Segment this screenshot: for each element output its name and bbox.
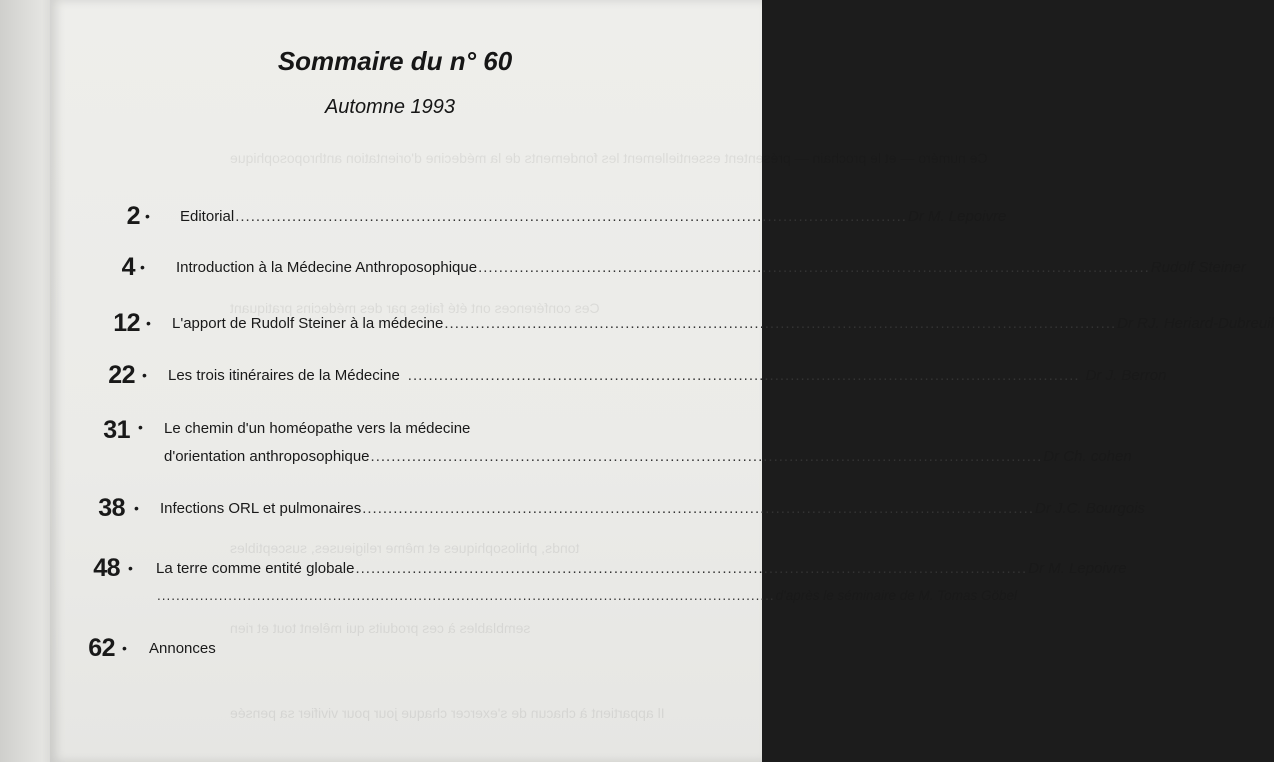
- dot-leader: ..................................................................................................................................: [362, 500, 1034, 517]
- document-page: [50, 0, 1274, 762]
- entry-title: Les trois itinéraires de la Médecine: [168, 367, 400, 384]
- page-number: 4: [121, 253, 135, 281]
- entry-note: d'après le séminaire de M. Tomas Göbel: [775, 588, 1018, 603]
- entry-author: Dr J.C. Bourgois: [1035, 500, 1146, 517]
- dot-leader: ..................................................................................................................................: [444, 315, 1117, 332]
- entry-title: Introduction à la Médecine Anthroposophique: [176, 259, 478, 276]
- entry-author: Rudolf Steiner: [1150, 259, 1246, 276]
- dot-leader: ..................................................................................................................................: [235, 208, 907, 225]
- entry-author: Dr RJ. Heriard-Dubreuil: [1117, 315, 1274, 332]
- entry-title: Editorial: [180, 208, 235, 225]
- bullet: •: [145, 208, 150, 224]
- toc-entry: [50, 253, 1246, 283]
- entry-author: Dr Ch. cohen: [1043, 448, 1132, 465]
- toc-entry: [50, 494, 1146, 524]
- toc-line: [164, 420, 470, 437]
- entry-title-continued: d'orientation anthroposophique: [164, 448, 370, 465]
- page-number: 2: [126, 202, 140, 230]
- toc-line: [149, 640, 216, 657]
- bleed-through-text: semblables à ces produits qui mêlent tout et rien: [230, 620, 531, 636]
- toc-entry: [50, 361, 1167, 391]
- bullet: •: [138, 419, 143, 435]
- entry-title: Le chemin d'un homéopathe vers la médecine: [164, 420, 471, 437]
- dot-leader: ..................................................................................................................................: [407, 367, 1080, 384]
- toc-line: [180, 208, 1007, 225]
- toc-note-line: [156, 588, 1018, 603]
- page-number: 22: [108, 361, 135, 389]
- dot-leader: ..................................................................................................................................: [157, 588, 775, 603]
- entry-title: Annonces: [149, 640, 216, 657]
- bullet: •: [122, 640, 127, 656]
- bullet: •: [140, 259, 145, 275]
- dot-leader: ..................................................................................................................................: [478, 259, 1150, 276]
- page-number: 12: [113, 309, 140, 337]
- bleed-through-text: Ce numéro — et le prochain — présentent essentiellement les fondements de la médecine d'orientation anthroposophique: [230, 150, 988, 166]
- toc-line: [168, 367, 1167, 384]
- bleed-through-text: Il appartient à chacun de s'exercer chaque jour pour vivifier sa pensée: [230, 705, 665, 721]
- bullet: •: [142, 367, 147, 383]
- toc-entry: [50, 554, 1127, 614]
- toc-line: [176, 259, 1246, 276]
- bleed-through-text: Ces conférences ont été faites par des médecins pratiquant: [230, 300, 600, 316]
- entry-author: Dr J. Berron: [1085, 367, 1167, 384]
- dot-leader: ..................................................................................................................................: [370, 448, 1043, 465]
- bullet: •: [134, 500, 139, 516]
- page-number: 38: [98, 494, 125, 522]
- entry-title: L'apport de Rudolf Steiner à la médecine: [172, 315, 444, 332]
- toc-line: [156, 560, 1127, 577]
- toc-entry: [50, 634, 762, 664]
- toc-line: [172, 315, 1274, 332]
- toc-entry: [50, 309, 1274, 339]
- page-number: 31: [103, 416, 130, 444]
- page-number: 48: [93, 554, 120, 582]
- page-title: Sommaire du n° 60: [277, 46, 513, 76]
- bullet: •: [146, 315, 151, 331]
- page-number: 62: [88, 634, 115, 662]
- entry-author: Dr M. Lepoivre: [907, 208, 1007, 225]
- entry-author: Dr M. Lepoivre: [1028, 560, 1127, 577]
- toc-entry: [50, 416, 1132, 471]
- bullet: •: [128, 560, 133, 576]
- entry-title: Infections ORL et pulmonaires: [160, 500, 362, 517]
- toc-line-continued: [164, 448, 1132, 465]
- entry-title: La terre comme entité globale: [156, 560, 355, 577]
- dot-leader: ..................................................................................................................................: [355, 560, 1028, 577]
- toc-line: [160, 500, 1146, 517]
- toc-entry: [50, 202, 1007, 232]
- issue-date: Automne 1993: [324, 96, 456, 118]
- bleed-through-text: tonds, philosophiques et même religieuses, susceptibles: [230, 540, 580, 556]
